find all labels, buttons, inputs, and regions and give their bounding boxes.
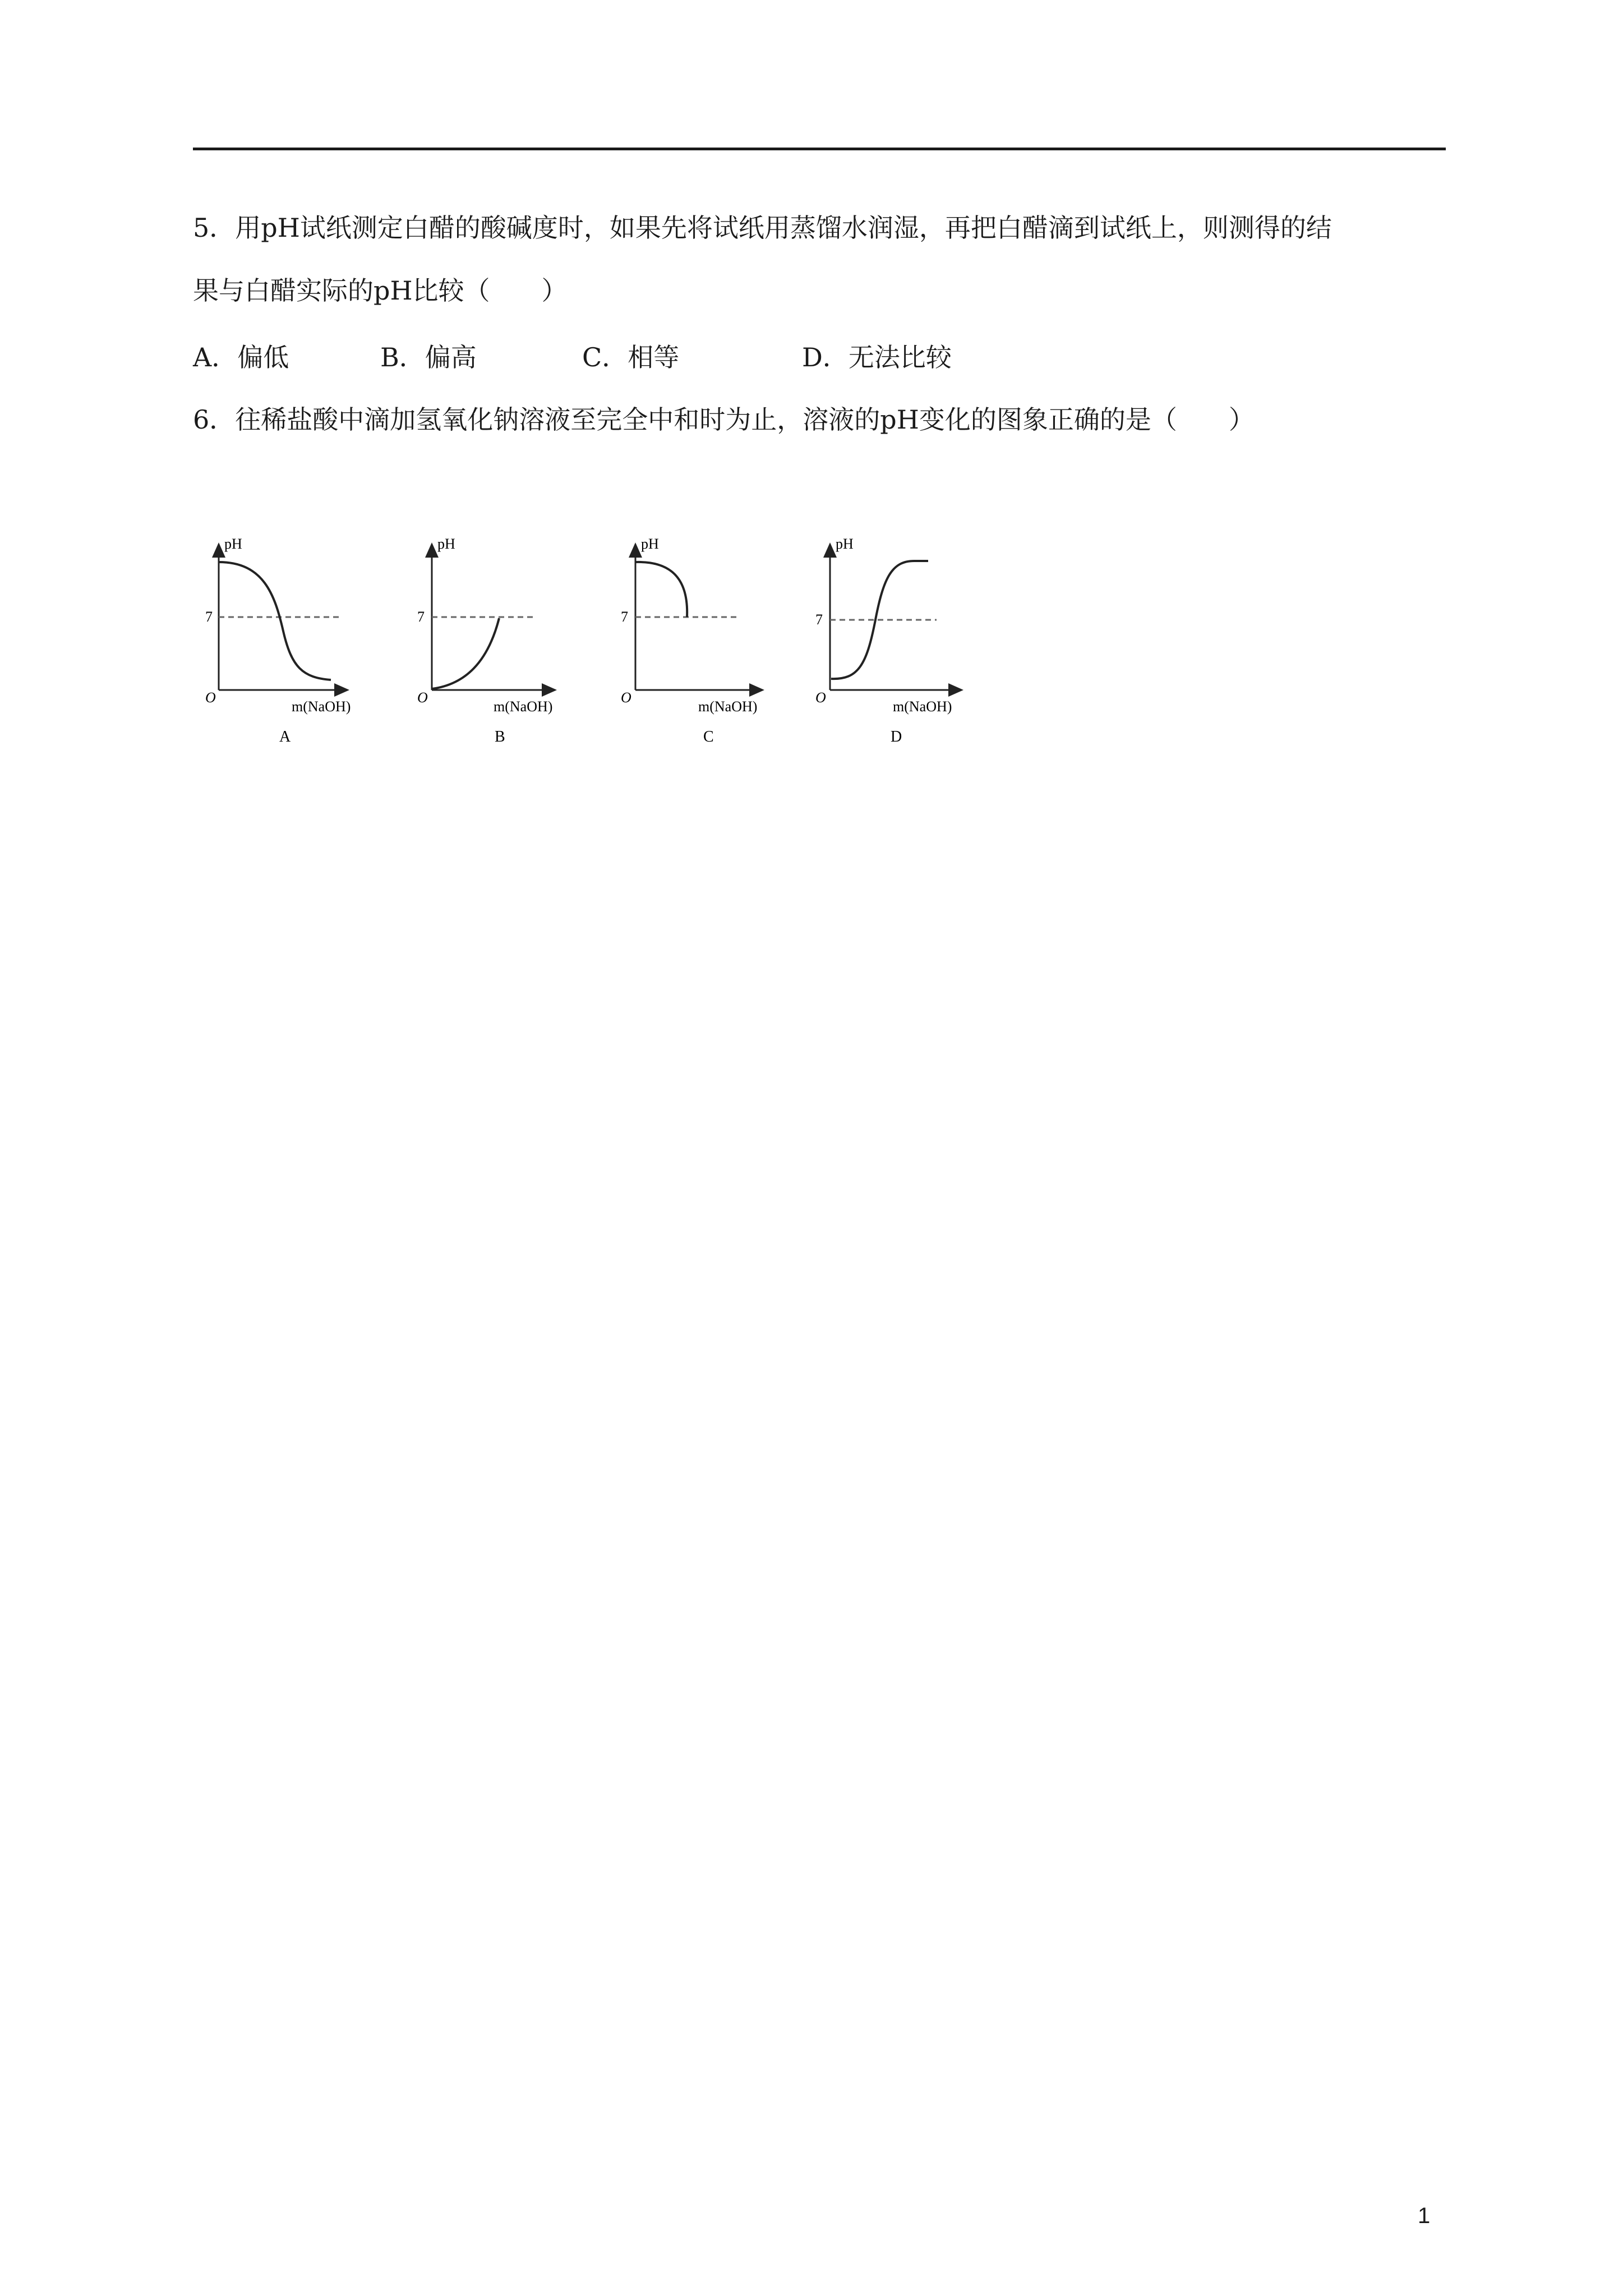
header-rule [193,148,1446,150]
graph-b-ylabel: pH [437,536,455,552]
q6-text: 6．往稀盐酸中滴加氢氧化钠溶液至完全中和时为止，溶液的pH变化的图象正确的是（ ） [193,404,1255,435]
graph-a-origin: O [205,689,216,706]
graph-b-tick: 7 [417,609,425,625]
graph-b-label: B [495,728,505,746]
graph-d-tick: 7 [815,611,823,628]
graph-a [205,536,351,746]
graph-a-label: A [279,728,291,746]
q5-option-b: B．偏高 [380,342,477,372]
graph-a-ylabel: pH [224,536,242,552]
graph-a-xlabel: m(NaOH) [292,698,351,715]
graph-c-label: C [703,728,714,746]
graph-c-tick: 7 [621,609,628,625]
graph-c-origin: O [621,689,631,706]
q5-text-line-2: 果与白醋实际的pH比较（ ） [193,275,568,306]
graph-d-xlabel: m(NaOH) [893,698,952,715]
ph-graphs [205,533,987,757]
graph-a-tick: 7 [205,609,213,625]
graph-c-xlabel: m(NaOH) [698,698,758,715]
graph-b-xlabel: m(NaOH) [494,698,553,715]
page-number: 1 [1418,2203,1431,2228]
q5-option-c: C．相等 [582,342,680,372]
graph-b [417,536,555,746]
graph-d-origin: O [815,689,826,706]
q5-text-line-1: 5．用pH试纸测定白醋的酸碱度时，如果先将试纸用蒸馏水润湿，再把白醋滴到试纸上，则测得的结 [193,213,1332,243]
graph-d [815,536,962,746]
graph-b-origin: O [417,689,428,706]
graph-c-ylabel: pH [641,536,659,552]
graph-d-ylabel: pH [836,536,854,552]
graph-c [621,536,763,746]
graph-d-label: D [891,728,902,746]
q5-option-a: A．偏低 [193,342,289,372]
q5-option-d: D．无法比较 [802,342,952,372]
